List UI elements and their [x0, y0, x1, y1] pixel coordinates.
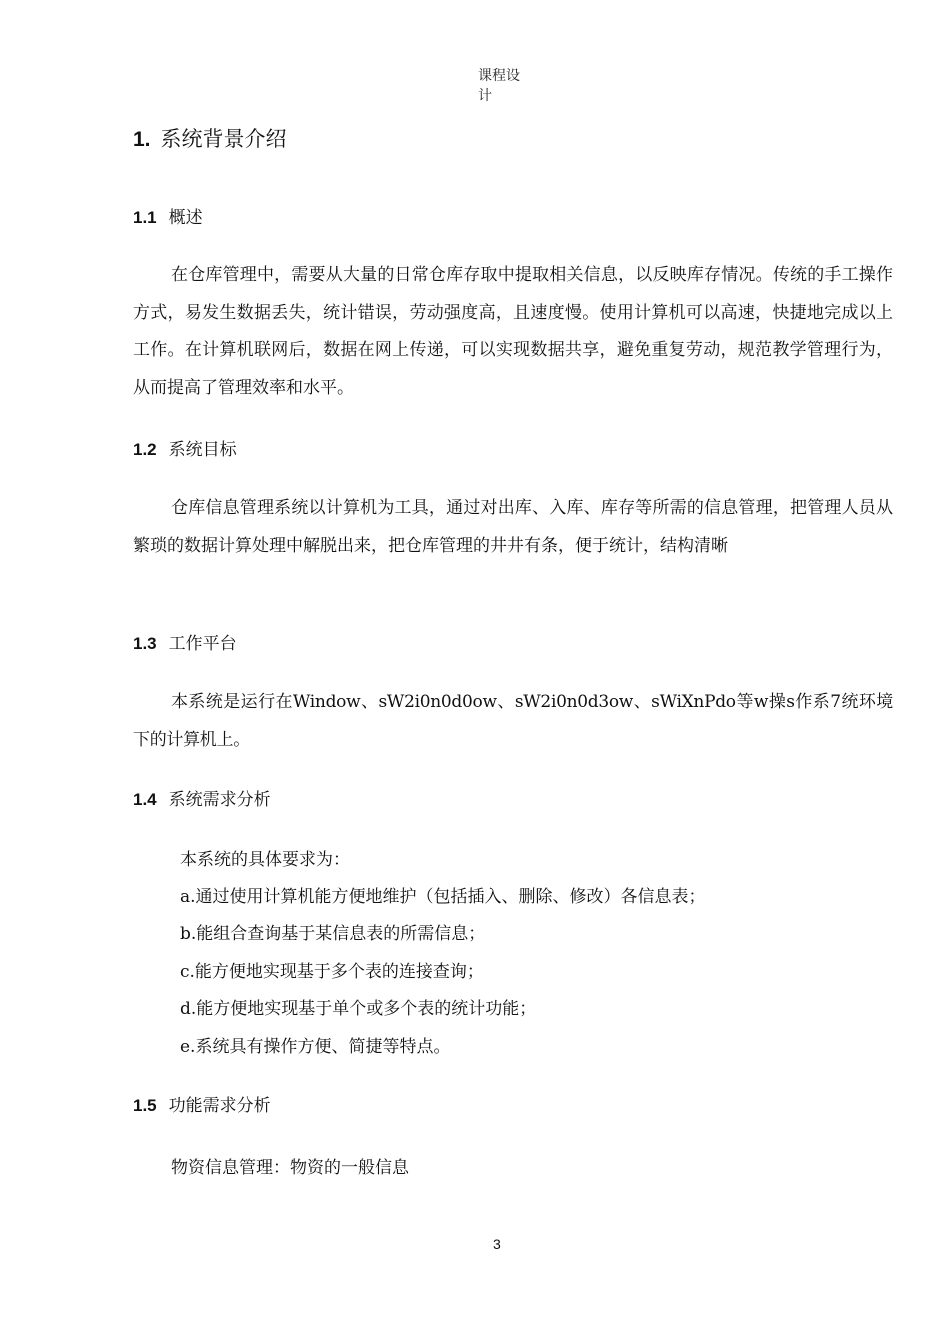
requirement-item-a: a.通过使用计算机能方便地维护（包括插入、删除、修改）各信息表； [180, 887, 706, 907]
section-1-3-heading [133, 632, 237, 656]
requirement-item-b: b.能组合查询基于某信息表的所需信息； [180, 924, 486, 944]
requirement-item-d: d.能方便地实现基于单个或多个表的统计功能； [180, 999, 537, 1019]
requirement-item-c: c.能方便地实现基于多个表的连接查询； [180, 962, 484, 982]
section-number: 1.3 [133, 634, 157, 653]
section-title: 系统目标 [168, 440, 237, 460]
section-1-5-heading [133, 1094, 271, 1118]
header-line-2: 计 [478, 88, 492, 104]
section-number: 1.1 [133, 208, 157, 227]
header-line-1: 课程设 [478, 68, 520, 84]
section-1-2-heading [133, 438, 237, 462]
page-header [478, 66, 538, 106]
section-1-2-paragraph: 仓库信息管理系统以计算机为工具，通过对出库、入库、库存等所需的信息管理，把管理人员从繁琐的数据计算处理中解脱出来，把仓库管理的井井有条，便于统计，结构清晰 [133, 498, 893, 556]
section-number: 1.4 [133, 790, 157, 809]
section-1-1-heading [133, 206, 203, 230]
section-1-number: 1. [133, 128, 151, 151]
section-title: 功能需求分析 [168, 1096, 271, 1116]
section-1-1-paragraph: 在仓库管理中，需要从大量的日常仓库存取中提取相关信息，以反映库存情况。传统的手工操作方式，易发生数据丢失，统计错误，劳动强度高，且速度慢。使用计算机可以高速，快捷地完成以上工作。在计算机联网后，数据在网上传递，可以实现数据共享，避免重复劳动，规范教学管理行为，从而提高了管理效率和水平。 [133, 265, 893, 398]
section-title: 系统需求分析 [168, 790, 271, 810]
section-1-3-paragraph: 本系统是运行在Window、sW2i0n0d0ow、sW2i0n0d3ow、sWiXnPdo等w操s作系7统环境下的计算机上。 [133, 692, 893, 750]
section-1-heading [133, 124, 287, 155]
section-number: 1.2 [133, 440, 157, 459]
section-title: 工作平台 [168, 634, 237, 654]
section-number: 1.5 [133, 1096, 157, 1115]
requirement-item-e: e.系统具有操作方便、简捷等特点。 [180, 1037, 451, 1057]
section-1-title: 系统背景介绍 [160, 127, 287, 151]
section-1-4-heading [133, 788, 271, 812]
requirements-intro: 本系统的具体要求为： [180, 850, 350, 870]
page-number: 3 [493, 1236, 501, 1252]
section-title: 概述 [168, 208, 203, 228]
section-1-5-paragraph: 物资信息管理：物资的一般信息 [171, 1158, 409, 1178]
